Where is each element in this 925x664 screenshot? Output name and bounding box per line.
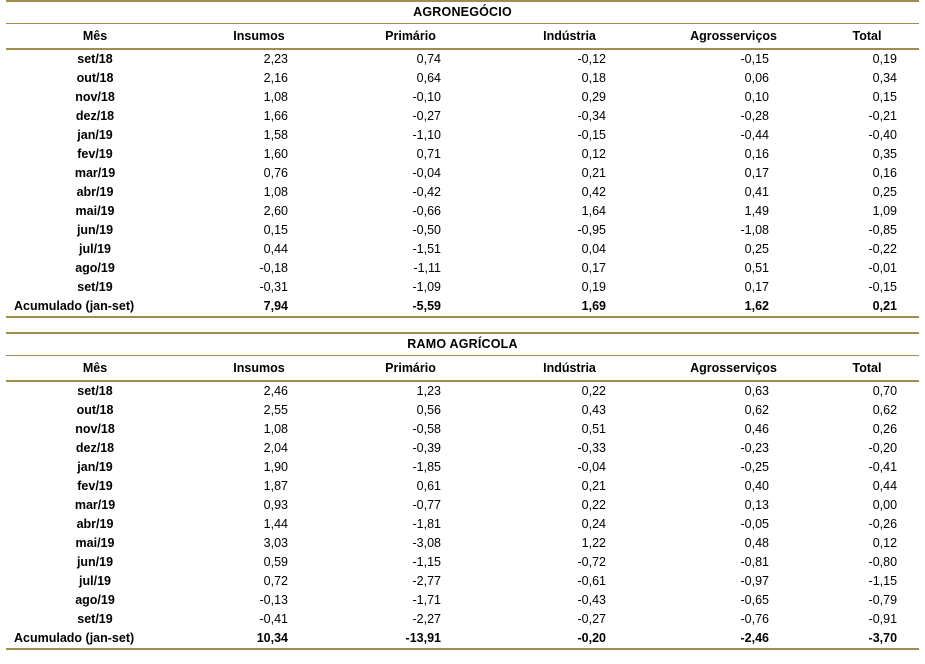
column-header-total: Total (815, 24, 919, 50)
cell-month: nov/18 (75, 422, 115, 436)
cell-total: 0,44 (872, 479, 898, 493)
table-row (6, 88, 919, 107)
table-row (6, 496, 919, 515)
cell-primario: 0,61 (416, 479, 441, 493)
cell-month: nov/18 (75, 90, 115, 104)
cell-agrosservicos: 0,17 (744, 166, 769, 180)
table-row (6, 240, 919, 259)
cell-industria: -0,34 (577, 109, 606, 123)
column-header-industria: Indústria (487, 24, 652, 50)
cell-primario: 0,64 (416, 71, 441, 85)
cell-total: 0,00 (872, 498, 898, 512)
cell-primario: -0,66 (412, 204, 441, 218)
table-row (6, 553, 919, 572)
cell-month: jun/19 (76, 555, 114, 569)
cell-agrosservicos: 0,40 (744, 479, 769, 493)
column-header-primario: Primário (334, 356, 487, 382)
column-header-industria: Indústria (487, 356, 652, 382)
cell-insumos: -0,41 (259, 612, 288, 626)
cell-total: 0,70 (872, 384, 898, 398)
cell-month: abr/19 (76, 185, 114, 199)
cell-industria: -0,20 (487, 629, 652, 649)
cell-industria: 0,51 (581, 422, 606, 436)
cell-insumos: 1,08 (263, 90, 288, 104)
cell-month: Acumulado (jan-set) (6, 297, 184, 317)
cell-primario: -1,11 (413, 261, 441, 275)
cell-industria: 0,21 (581, 166, 606, 180)
cell-insumos: 1,44 (263, 517, 288, 531)
cell-agrosservicos: 1,62 (652, 297, 815, 317)
cell-insumos: 1,08 (263, 422, 288, 436)
cell-total: 1,09 (872, 204, 898, 218)
cell-month: mai/19 (75, 536, 115, 550)
cell-agrosservicos: -0,97 (740, 574, 769, 588)
cell-month: fev/19 (77, 147, 113, 161)
cell-month: jan/19 (77, 460, 113, 474)
cell-month: dez/18 (75, 109, 115, 123)
cell-insumos: 1,90 (263, 460, 288, 474)
cell-industria: 0,21 (581, 479, 606, 493)
cell-industria: -0,04 (577, 460, 606, 474)
table-row (6, 534, 919, 553)
table-row (6, 420, 919, 439)
cell-agrosservicos: 0,46 (744, 422, 769, 436)
cell-insumos: 3,03 (263, 536, 288, 550)
cell-industria: 0,19 (581, 280, 606, 294)
cell-total: 0,26 (872, 422, 898, 436)
table-row (6, 458, 919, 477)
table-row (6, 401, 919, 420)
cell-insumos: 1,66 (263, 109, 288, 123)
cell-industria: -0,33 (577, 441, 606, 455)
cell-agrosservicos: 0,48 (744, 536, 769, 550)
cell-primario: -1,10 (412, 128, 441, 142)
cell-primario: -0,58 (412, 422, 441, 436)
cell-total: 0,35 (872, 147, 898, 161)
table-row (6, 126, 919, 145)
table-row (6, 107, 919, 126)
cell-total: 0,25 (872, 185, 898, 199)
cell-month: set/19 (77, 280, 113, 294)
cell-agrosservicos: 0,13 (744, 498, 769, 512)
cell-total: 0,21 (815, 297, 919, 317)
cell-total: -0,79 (868, 593, 898, 607)
cell-agrosservicos: 0,25 (744, 242, 769, 256)
cell-primario: 0,56 (416, 403, 441, 417)
cell-month: ago/19 (75, 593, 115, 607)
cell-primario: -1,71 (412, 593, 441, 607)
cell-agrosservicos: 0,41 (744, 185, 769, 199)
cell-industria: -0,12 (577, 52, 606, 66)
cell-agrosservicos: -0,23 (740, 441, 769, 455)
cell-primario: -1,15 (412, 555, 441, 569)
cell-industria: 0,22 (581, 384, 606, 398)
cell-insumos: 1,58 (263, 128, 288, 142)
cell-industria: 0,24 (581, 517, 606, 531)
cell-total: -3,70 (815, 629, 919, 649)
cell-primario: -5,59 (334, 297, 487, 317)
table-title-row (6, 1, 919, 24)
cell-industria: 0,29 (581, 90, 606, 104)
cell-agrosservicos: -0,76 (740, 612, 769, 626)
table-title: AGRONEGÓCIO (6, 1, 919, 24)
cell-primario: -0,42 (412, 185, 441, 199)
cell-insumos: 0,15 (263, 223, 288, 237)
ramo-agricola-table (6, 332, 919, 650)
cell-total: -0,15 (868, 280, 898, 294)
cell-primario: -13,91 (334, 629, 487, 649)
cell-industria: 1,64 (581, 204, 606, 218)
column-header-agrosservicos: Agrosserviços (652, 356, 815, 382)
cell-industria: 0,04 (581, 242, 606, 256)
cell-month: Acumulado (jan-set) (6, 629, 184, 649)
cell-total: -0,80 (868, 555, 898, 569)
cell-total: -0,21 (868, 109, 898, 123)
agronegocio-table (6, 0, 919, 318)
cell-agrosservicos: -0,05 (740, 517, 769, 531)
cell-industria: -0,72 (577, 555, 606, 569)
cell-month: abr/19 (76, 517, 114, 531)
cell-agrosservicos: 0,17 (744, 280, 769, 294)
cell-month: jan/19 (77, 128, 113, 142)
table-row (6, 515, 919, 534)
cell-total: -1,15 (868, 574, 898, 588)
cell-industria: 0,17 (581, 261, 606, 275)
cell-industria: 1,22 (581, 536, 606, 550)
table-row (6, 202, 919, 221)
cell-total: -0,40 (868, 128, 898, 142)
cell-agrosservicos: 0,62 (744, 403, 769, 417)
cell-insumos: 2,04 (263, 441, 288, 455)
cell-industria: 0,43 (581, 403, 606, 417)
cell-primario: -1,81 (412, 517, 441, 531)
table-row (6, 477, 919, 496)
table-row (6, 145, 919, 164)
cell-primario: -3,08 (412, 536, 441, 550)
cell-total: -0,41 (868, 460, 898, 474)
table-row (6, 164, 919, 183)
cell-agrosservicos: 0,51 (744, 261, 769, 275)
table-block-agronegocio (6, 0, 919, 318)
cell-month: ago/19 (75, 261, 115, 275)
cell-primario: 0,71 (416, 147, 441, 161)
cell-primario: -1,51 (412, 242, 441, 256)
cell-insumos: 1,60 (263, 147, 288, 161)
cell-total: -0,01 (868, 261, 898, 275)
cell-total: -0,20 (868, 441, 898, 455)
cell-month: jun/19 (76, 223, 114, 237)
cell-total: -0,85 (868, 223, 898, 237)
table-row (6, 259, 919, 278)
cell-industria: 0,42 (581, 185, 606, 199)
cell-primario: 1,23 (416, 384, 441, 398)
cell-agrosservicos: -0,44 (740, 128, 769, 142)
table-row (6, 381, 919, 401)
cell-total: 0,15 (872, 90, 898, 104)
cell-insumos: 1,87 (263, 479, 288, 493)
cell-industria: 0,22 (581, 498, 606, 512)
cell-total: 0,19 (872, 52, 898, 66)
table-row-accumulated (6, 297, 919, 317)
cell-primario: -1,85 (412, 460, 441, 474)
table-title-row (6, 333, 919, 356)
cell-month: jul/19 (79, 242, 111, 256)
table-header-row (6, 356, 919, 382)
cell-total: -0,26 (868, 517, 898, 531)
cell-month: set/19 (77, 612, 113, 626)
cell-insumos: 2,55 (263, 403, 288, 417)
cell-insumos: 1,08 (263, 185, 288, 199)
table-header-row (6, 24, 919, 50)
cell-insumos: 2,16 (263, 71, 288, 85)
cell-industria: 1,69 (487, 297, 652, 317)
cell-insumos: -0,31 (259, 280, 288, 294)
cell-primario: -0,77 (412, 498, 441, 512)
cell-industria: -0,43 (577, 593, 606, 607)
cell-agrosservicos: -2,46 (652, 629, 815, 649)
table-row (6, 278, 919, 297)
cell-primario: -1,09 (412, 280, 441, 294)
cell-insumos: 0,76 (263, 166, 288, 180)
cell-primario: -0,50 (412, 223, 441, 237)
cell-month: out/18 (76, 71, 114, 85)
cell-insumos: 0,59 (263, 555, 288, 569)
cell-month: jul/19 (79, 574, 111, 588)
table-row (6, 49, 919, 69)
table-title: RAMO AGRÍCOLA (6, 333, 919, 356)
table-row-accumulated (6, 629, 919, 649)
cell-industria: -0,27 (577, 612, 606, 626)
cell-insumos: 2,60 (263, 204, 288, 218)
cell-agrosservicos: -0,28 (740, 109, 769, 123)
cell-month: mai/19 (75, 204, 115, 218)
table-row (6, 439, 919, 458)
table-row (6, 572, 919, 591)
cell-agrosservicos: -0,81 (740, 555, 769, 569)
cell-total: 0,12 (872, 536, 898, 550)
cell-agrosservicos: 1,49 (744, 204, 769, 218)
cell-primario: -0,39 (412, 441, 441, 455)
cell-month: set/18 (77, 52, 113, 66)
cell-primario: -0,27 (412, 109, 441, 123)
cell-primario: 0,74 (416, 52, 441, 66)
column-header-mes: Mês (6, 24, 184, 50)
cell-primario: -0,04 (412, 166, 441, 180)
cell-agrosservicos: -0,15 (740, 52, 769, 66)
cell-primario: -2,27 (412, 612, 441, 626)
cell-total: 0,34 (872, 71, 898, 85)
cell-insumos: 2,23 (263, 52, 288, 66)
table-row (6, 69, 919, 88)
table-row (6, 610, 919, 629)
column-header-agrosservicos: Agrosserviços (652, 24, 815, 50)
cell-insumos: 0,93 (263, 498, 288, 512)
table-row (6, 591, 919, 610)
cell-insumos: 0,72 (263, 574, 288, 588)
cell-insumos: -0,18 (259, 261, 288, 275)
column-header-mes: Mês (6, 356, 184, 382)
cell-insumos: 2,46 (263, 384, 288, 398)
cell-month: mar/19 (74, 498, 116, 512)
cell-industria: -0,15 (577, 128, 606, 142)
cell-insumos: 7,94 (184, 297, 334, 317)
cell-insumos: 10,34 (184, 629, 334, 649)
cell-industria: -0,95 (577, 223, 606, 237)
cell-agrosservicos: 0,16 (744, 147, 769, 161)
cell-agrosservicos: 0,10 (744, 90, 769, 104)
cell-month: set/18 (77, 384, 113, 398)
cell-insumos: 0,44 (263, 242, 288, 256)
cell-month: fev/19 (77, 479, 113, 493)
cell-month: mar/19 (74, 166, 116, 180)
cell-primario: -2,77 (412, 574, 441, 588)
cell-agrosservicos: -0,65 (740, 593, 769, 607)
table-row (6, 183, 919, 202)
table-row (6, 221, 919, 240)
column-header-insumos: Insumos (184, 356, 334, 382)
cell-agrosservicos: 0,63 (744, 384, 769, 398)
cell-total: 0,62 (872, 403, 898, 417)
column-header-insumos: Insumos (184, 24, 334, 50)
cell-agrosservicos: -1,08 (740, 223, 769, 237)
cell-primario: -0,10 (412, 90, 441, 104)
cell-agrosservicos: -0,25 (740, 460, 769, 474)
cell-industria: 0,12 (581, 147, 606, 161)
cell-month: dez/18 (75, 441, 115, 455)
table-block-ramo-agricola (6, 332, 919, 650)
cell-insumos: -0,13 (259, 593, 288, 607)
column-header-total: Total (815, 356, 919, 382)
cell-agrosservicos: 0,06 (744, 71, 769, 85)
cell-total: -0,22 (868, 242, 898, 256)
cell-industria: -0,61 (577, 574, 606, 588)
cell-total: -0,91 (868, 612, 898, 626)
cell-total: 0,16 (872, 166, 898, 180)
column-header-primario: Primário (334, 24, 487, 50)
cell-industria: 0,18 (581, 71, 606, 85)
cell-month: out/18 (76, 403, 114, 417)
